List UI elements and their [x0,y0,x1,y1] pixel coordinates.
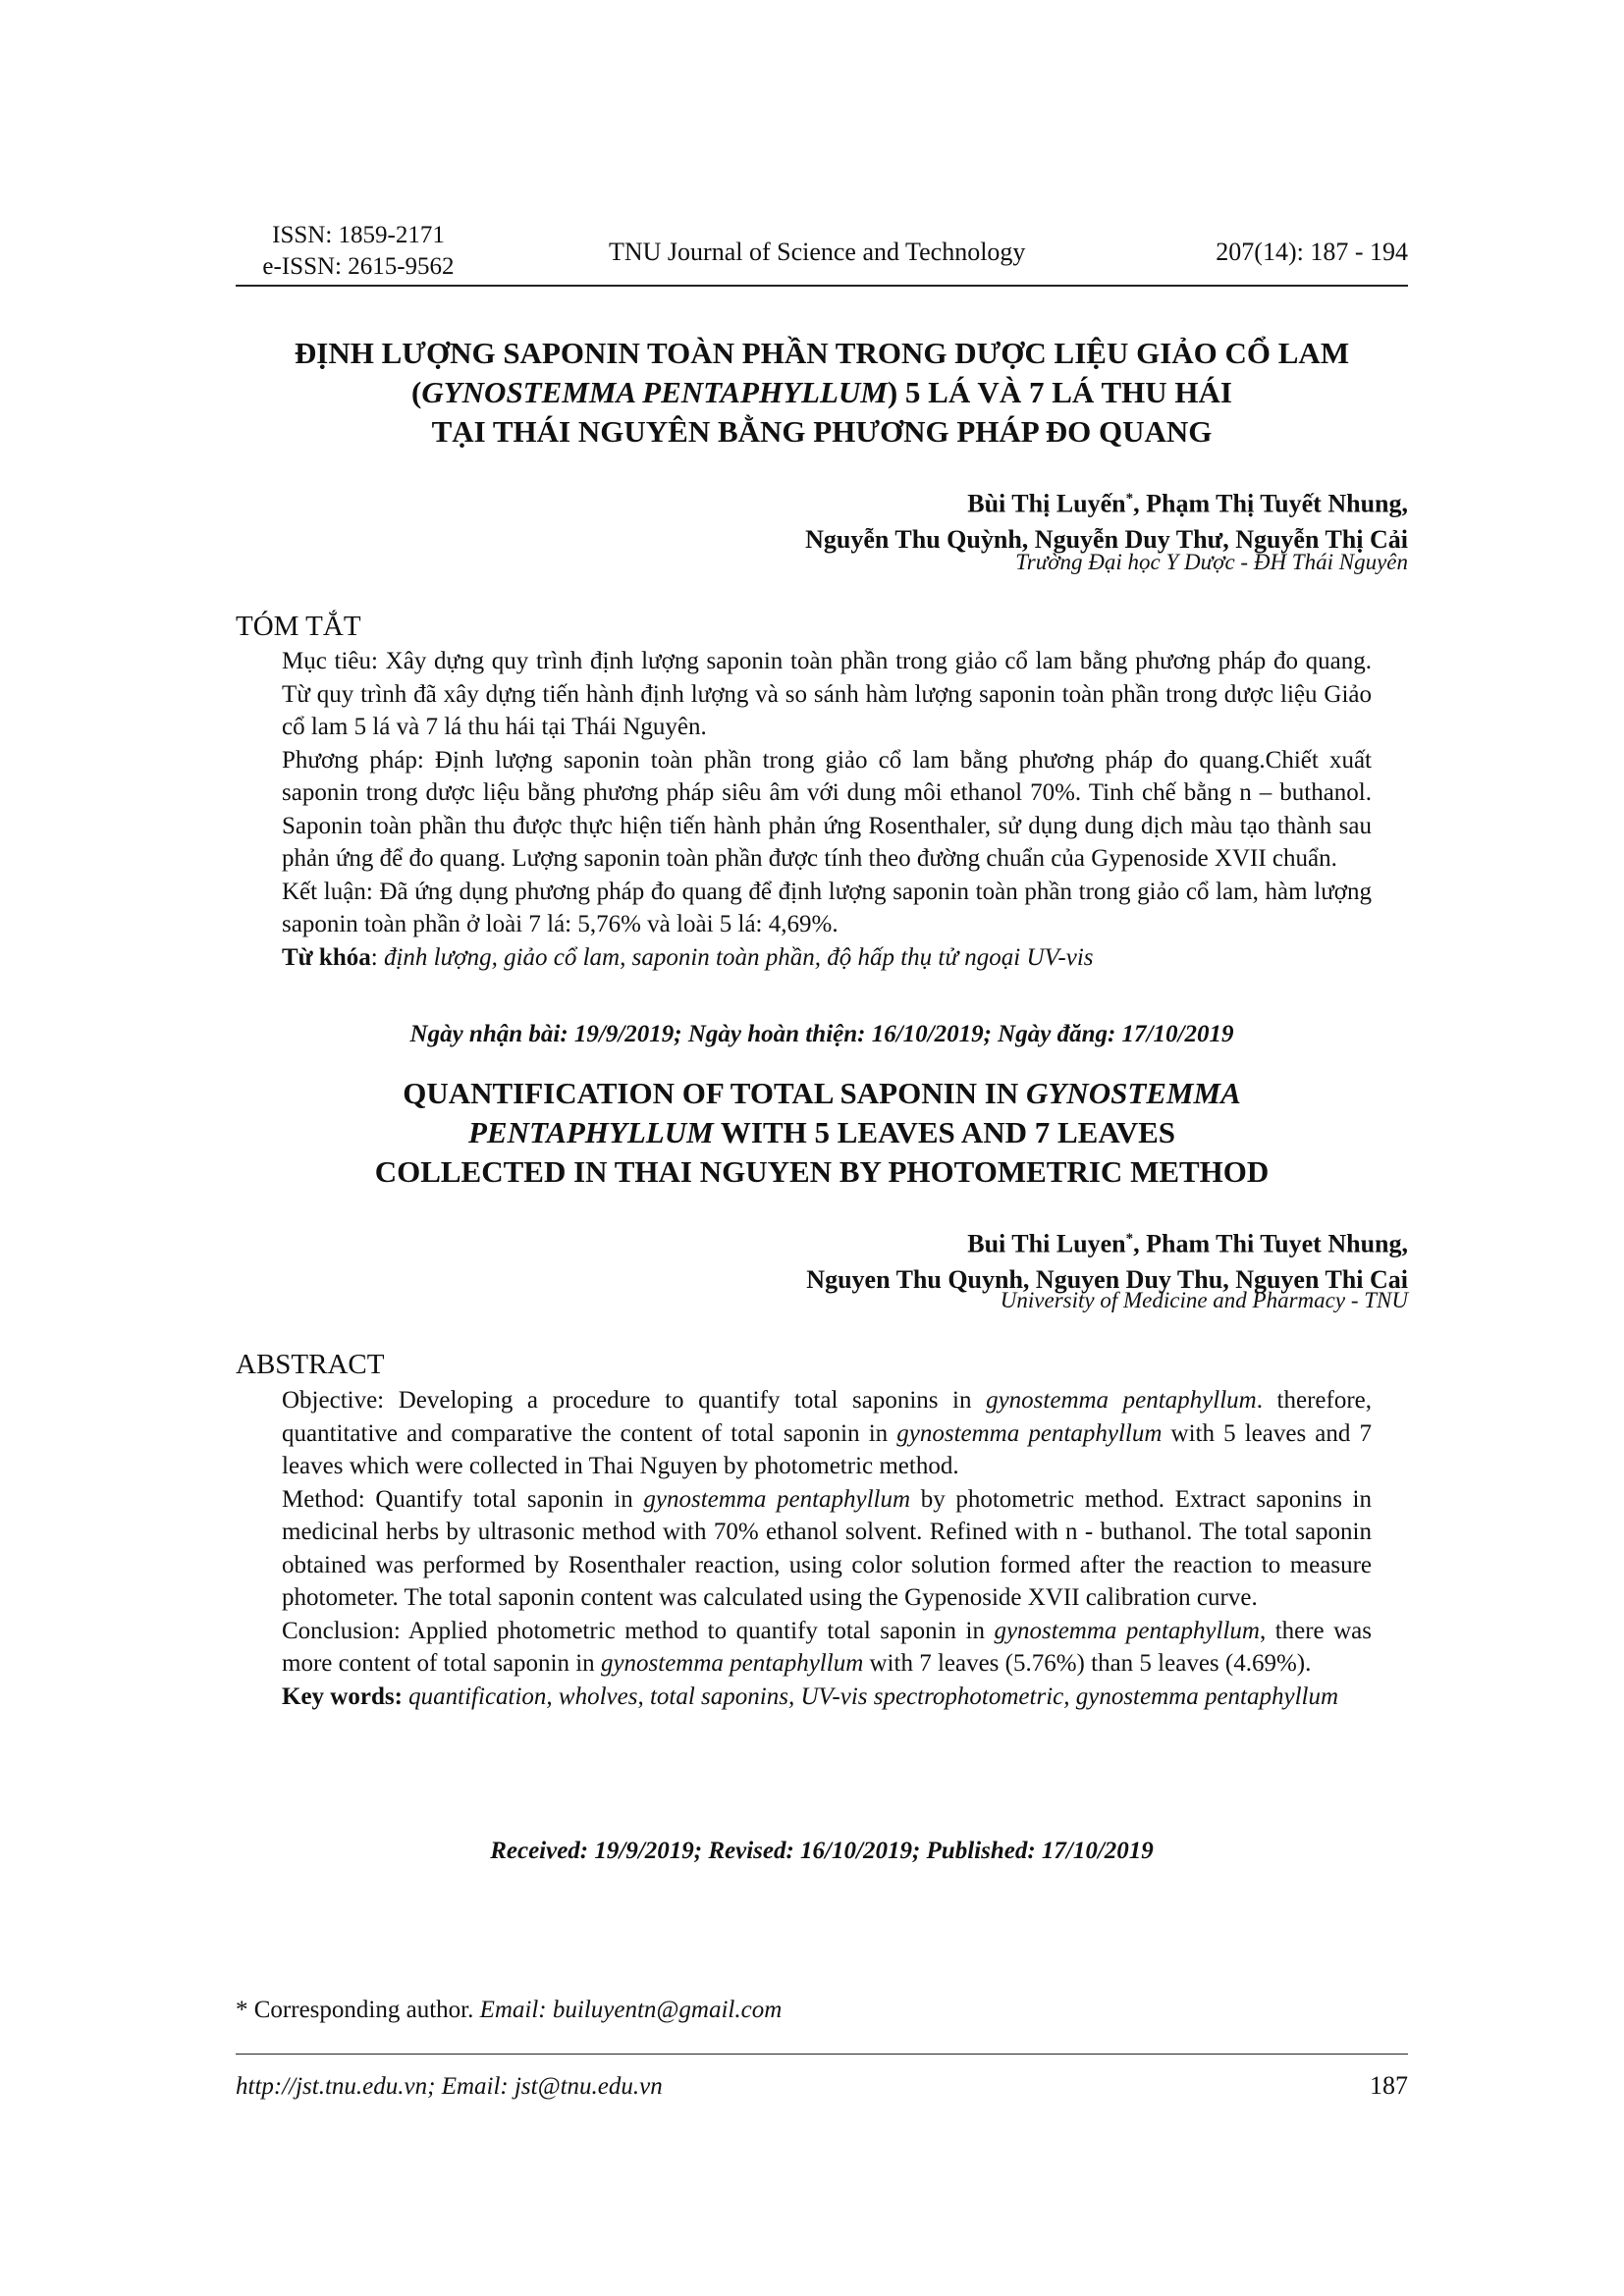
eissn: e-ISSN: 2615-9562 [262,253,455,280]
vi-section-heading: TÓM TẮT [236,611,361,642]
en-authors-line2: Nguyen Thu Quynh, Nguyen Duy Thu, Nguyen Thi Cai [806,1264,1408,1294]
en-objective: Objective: Developing a procedure to quantify total saponins in gynostemma pentaphyllum. therefore, quantitative and comparative the content of total saponin in gynostemma pentaphyllum with 5 leaves and 7 leaves which were collected in Thai Nguyen by photometric method. [282,1387,1372,1479]
vi-title-line2: (GYNOSTEMMA PENTAPHYLLUM) 5 LÁ VÀ 7 LÁ THU HÁI [411,375,1232,409]
en-title [236,1074,1408,1192]
issn: ISSN: 1859-2171 [272,222,445,248]
en-authors [806,1221,1408,1298]
vi-keywords: Từ khóa: định lượng, giảo cổ lam, saponin toàn phần, độ hấp thụ tử ngoại UV-vis [282,943,1094,971]
page-number: 187 [1370,2071,1408,2100]
footer-divider [236,2054,1408,2055]
vi-authors [805,481,1408,558]
header-divider [236,285,1408,287]
vi-title [236,334,1408,452]
en-section-heading: ABSTRACT [236,1349,385,1380]
vi-dates: Ngày nhận bài: 19/9/2019; Ngày hoàn thiện: 16/10/2019; Ngày đăng: 17/10/2019 [409,1021,1234,1047]
en-title-line2: PENTAPHYLLUM WITH 5 LEAVES AND 7 LEAVES [467,1115,1176,1149]
journal-website[interactable]: http://jst.tnu.edu.vn; Email: jst@tnu.edu.vn [236,2073,663,2100]
en-dates: Received: 19/9/2019; Revised: 16/10/2019; Published: 17/10/2019 [490,1838,1154,1864]
corresponding-email[interactable]: Email: builuyentn@gmail.com [479,1997,783,2023]
vi-objective: Mục tiêu: Xây dựng quy trình định lượng saponin toàn phần trong giảo cổ lam bằng phương pháp đo quang. Từ quy trình đã xây dựng tiến hành định lượng và so sánh hàm lượng saponin toàn phần trong dược liệu Giảo cổ lam 5 lá và 7 lá thu hái tại Thái Nguyên. [282,648,1372,740]
corresponding-star: * [1125,491,1134,507]
vi-conclusion: Kết luận: Đã ứng dụng phương pháp đo quang để định lượng saponin toàn phần trong giảo cổ lam, hàm lượng saponin toàn phần ở loài 7 lá: 5,76% và loài 5 lá: 4,69%. [282,878,1372,937]
corresponding-author-note: * Corresponding author. Email: builuyentn@gmail.com [236,1997,783,2023]
en-abstract [282,1384,1372,1713]
volume-pages: 207(14): 187 - 194 [1216,238,1408,266]
en-keywords: Key words: quantification, wholves, total saponins, UV-vis spectrophotometric, gynostemma pentaphyllum [282,1682,1339,1710]
en-title-line3: COLLECTED IN THAI NGUYEN BY PHOTOMETRIC METHOD [374,1154,1270,1189]
en-affiliation: University of Medicine and Pharmacy - TNU [1000,1288,1408,1312]
vi-title-line1: ĐỊNH LƯỢNG SAPONIN TOÀN PHẦN TRONG DƯỢC LIỆU GIẢO CỔ LAM [294,336,1350,370]
vi-abstract [282,645,1372,974]
en-conclusion: Conclusion: Applied photometric method to quantify total saponin in gynostemma pentaphyllum, there was more content of total saponin in gynostemma pentaphyllum with 7 leaves (5.76%) than 5 leaves (4.69%). [282,1617,1373,1677]
en-title-line1: QUANTIFICATION OF TOTAL SAPONIN IN GYNOSTEMMA [403,1076,1241,1110]
vi-authors-line2: Nguyễn Thu Quỳnh, Nguyễn Duy Thư, Nguyễn Thị Cải [805,524,1408,554]
corresponding-star: * [1125,1231,1134,1247]
vi-affiliation: Trường Đại học Y Dược - ĐH Thái Nguyên [1015,550,1408,574]
en-method: Method: Quantify total saponin in gynostemma pentaphyllum by photometric method. Extract saponins in medicinal herbs by ultrasonic method with 70% ethanol solvent. Refined with n - buthanol. The total saponin obtained was performed by Rosenthaler reaction, using color solution formed after the reaction to measure photometer. The total saponin content was calculated using the Gypenoside XVII calibration curve. [282,1485,1372,1611]
issn-block [236,220,481,283]
journal-name: TNU Journal of Science and Technology [609,238,1026,266]
vi-method: Phương pháp: Định lượng saponin toàn phần trong giảo cổ lam bằng phương pháp đo quang.Chiết xuất saponin trong dược liệu bằng phương pháp siêu âm với dung môi ethanol 70%. Tinh chế bằng n – buthanol. Saponin toàn phần thu được thực hiện tiến hành phản ứng Rosenthaler, sử dụng dung dịch màu tạo thành sau phản ứng để đo quang. Lượng saponin toàn phần được tính theo đường chuẩn của Gypenoside XVII chuẩn. [282,746,1372,872]
journal-header [236,220,1408,285]
vi-authors-line1: Bùi Thị Luyến*, Phạm Thị Tuyết Nhung, [967,489,1408,518]
en-authors-line1: Bui Thi Luyen*, Pham Thi Tuyet Nhung, [967,1229,1408,1258]
vi-title-line3: TẠI THÁI NGUYÊN BẰNG PHƯƠNG PHÁP ĐO QUANG [431,414,1213,449]
vi-title-species: GYNOSTEMMA PENTAPHYLLUM [421,375,888,409]
